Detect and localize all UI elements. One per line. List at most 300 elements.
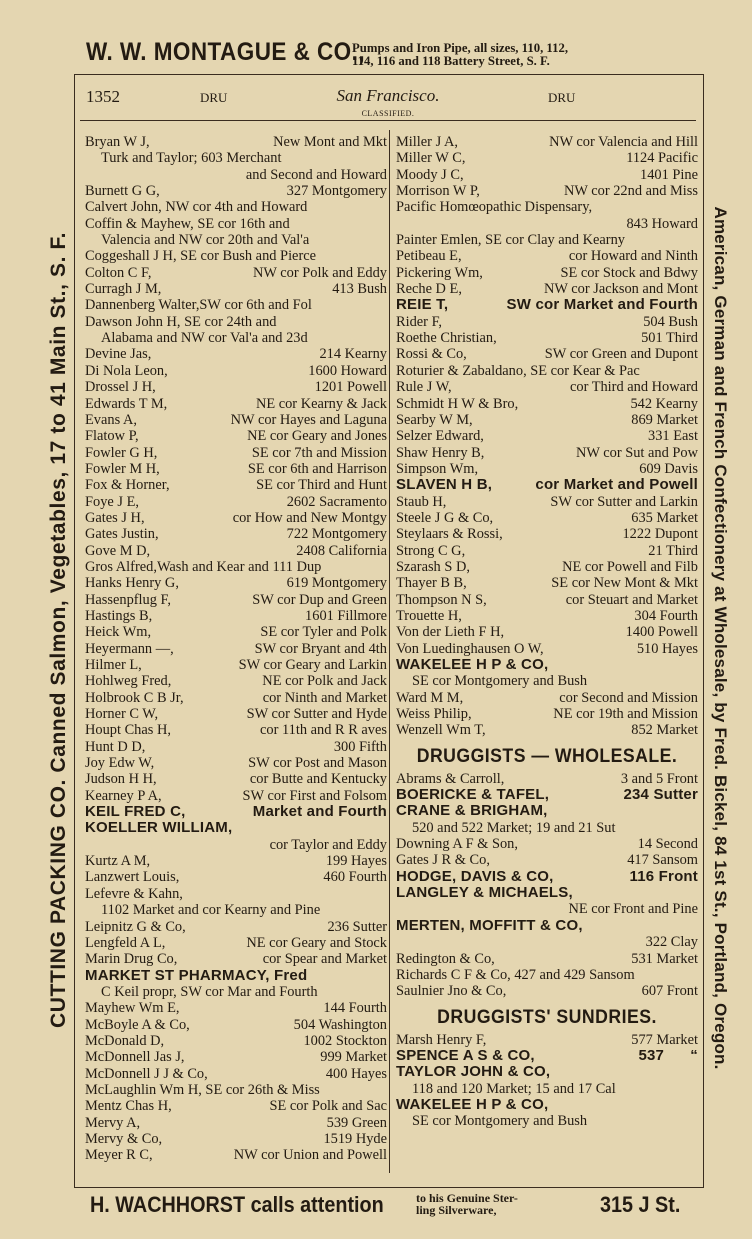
listing-entry xyxy=(396,412,698,428)
listing-address: 1601 Fillmore xyxy=(305,607,387,624)
listing-name: HODGE, DAVIS & CO, xyxy=(396,867,554,885)
listing-name: Drossel J H, xyxy=(85,379,156,396)
listing-address: cor Ninth and Market xyxy=(262,689,387,706)
listing-address: NW cor Jackson and Mont xyxy=(543,281,698,298)
listing-address: New Mont and Mkt xyxy=(273,134,387,150)
listing-name: Hilmer L, xyxy=(85,657,142,673)
listing-entry xyxy=(85,706,387,722)
bottom-ad-part-1: H. WACHHORST calls attention xyxy=(90,1192,384,1217)
listing-continuation xyxy=(396,673,698,689)
listing-entry xyxy=(396,477,698,493)
listing-entry xyxy=(85,886,387,902)
listing-address: 322 Clay xyxy=(645,934,698,951)
listing-name: McLaughlin Wm H, SE cor 26th & Miss xyxy=(85,1081,320,1098)
listing-address: NE cor Front and Pine xyxy=(568,901,698,918)
listing-entry xyxy=(85,199,387,215)
listing-address: SW cor First and Folsom xyxy=(242,787,387,804)
listing-address: 1201 Powell xyxy=(314,379,387,396)
listing-entry xyxy=(396,1064,698,1080)
listing-entry xyxy=(85,265,387,281)
right-column xyxy=(396,134,698,1130)
listing-address: 609 Davis xyxy=(639,460,698,477)
listing-address: 1401 Pine xyxy=(640,166,698,183)
listing-name: 118 and 120 Market; 15 and 17 Cal xyxy=(412,1080,616,1097)
header-code-left: DRU xyxy=(200,90,228,105)
listing-entry xyxy=(85,1082,387,1098)
listing-continuation xyxy=(85,150,387,166)
listing-name: Alabama and NW cor Val'a and 23d xyxy=(101,330,308,347)
listing-name: Foye J E, xyxy=(85,493,139,510)
page-header xyxy=(74,82,702,122)
listing-name: Lanzwert Louis, xyxy=(85,869,180,886)
listing-continuation xyxy=(396,1113,698,1129)
listing-address: 1002 Stockton xyxy=(303,1032,387,1049)
listing-entry xyxy=(396,167,698,183)
listing-entry xyxy=(396,657,698,673)
listing-name: Lengfeld A L, xyxy=(85,934,166,951)
top-ad-line-1: Pumps and Iron Pipe, all sizes, 110, 112, xyxy=(352,40,569,55)
listing-entry xyxy=(85,853,387,869)
listing-entry xyxy=(396,330,698,346)
listing-name: Kurtz A M, xyxy=(85,853,151,870)
listing-entry xyxy=(85,690,387,706)
listing-address: 116 Front xyxy=(629,867,698,885)
listing-name: 520 and 522 Market; 19 and 21 Sut xyxy=(412,819,616,836)
listing-entry xyxy=(85,1033,387,1049)
listing-name: Rider F, xyxy=(396,313,443,330)
listing-address: 1400 Powell xyxy=(625,624,698,641)
listing-name: Strong C G, xyxy=(396,542,466,559)
listing-entry xyxy=(396,1032,698,1048)
listing-name: Leipnitz G & Co, xyxy=(85,918,186,935)
listing-name: Di Nola Leon, xyxy=(85,362,168,379)
listing-name: WAKELEE H P & CO, xyxy=(396,1095,549,1113)
listing-address: cor Third and Howard xyxy=(569,379,698,396)
listing-name: SE cor Montgomery and Bush xyxy=(412,673,588,690)
listing-address: 400 Hayes xyxy=(325,1065,387,1082)
listing-name: Staub H, xyxy=(396,493,447,510)
listing-continuation xyxy=(85,167,387,183)
listing-name: Pacific Homœopathic Dispensary, xyxy=(396,199,593,216)
listing-name: Flatow P, xyxy=(85,428,139,445)
listing-name: Judson H H, xyxy=(85,771,157,788)
listing-name: Roturier & Zabaldano, SE cor Kear & Pac xyxy=(396,362,640,379)
listing-address: NE cor Geary and Stock xyxy=(246,934,387,951)
listing-address: 199 Hayes xyxy=(325,853,387,870)
listing-address: 577 Market xyxy=(631,1031,698,1048)
listing-name: Kearney P A, xyxy=(85,787,162,804)
listing-name: Fox & Horner, xyxy=(85,477,170,494)
listing-name: Gates Justin, xyxy=(85,526,159,543)
listing-continuation xyxy=(396,1081,698,1097)
listing-name: Mervy A, xyxy=(85,1114,141,1131)
listing-entry xyxy=(85,363,387,379)
listing-continuation xyxy=(396,216,698,232)
listing-address: 1124 Pacific xyxy=(626,150,698,167)
header-code-right: DRU xyxy=(548,90,576,105)
listing-entry xyxy=(396,281,698,297)
listing-name: Reche D E, xyxy=(396,281,462,298)
listing-name: Gros Alfred,Wash and Kear and 111 Dup xyxy=(85,558,322,575)
listing-address: NE cor Kearny & Jack xyxy=(255,395,387,412)
listing-address: NE cor Polk and Jack xyxy=(262,673,387,690)
listing-name: SLAVEN H B, xyxy=(396,476,493,494)
listing-name: Dawson John H, SE cor 24th and xyxy=(85,313,277,330)
listing-entry xyxy=(85,1131,387,1147)
listing-entry xyxy=(396,150,698,166)
listing-entry xyxy=(85,477,387,493)
left-column xyxy=(85,134,387,1164)
right-margin-advertisement: American, German and French Confectionery at Wholesale, by Fred. Bickel, 84 1st St., Portland, Oregon. xyxy=(711,206,730,1070)
top-ad-company-name: W. W. MONTAGUE & CO., xyxy=(86,38,366,66)
listing-name: Searby W M, xyxy=(396,411,473,428)
listing-entry xyxy=(396,852,698,868)
listing-address: 234 Sutter xyxy=(623,786,698,804)
listing-entry xyxy=(85,739,387,755)
listing-name: Redington & Co, xyxy=(396,950,495,967)
listing-entry xyxy=(396,543,698,559)
listing-address: 510 Hayes xyxy=(636,640,698,657)
listing-name: Marin Drug Co, xyxy=(85,951,178,968)
listing-entry xyxy=(85,641,387,657)
listing-address: 619 Montgomery xyxy=(286,575,387,592)
listing-entry xyxy=(396,608,698,624)
section-heading: DRUGGISTS — WHOLESALE. xyxy=(416,745,678,767)
listing-name: Horner C W, xyxy=(85,706,159,723)
listing-address: NE cor 19th and Mission xyxy=(553,706,698,723)
bottom-advertisement xyxy=(74,1188,702,1228)
listing-name: Fowler G H, xyxy=(85,444,158,461)
listing-address: 417 Sansom xyxy=(627,852,698,869)
listing-name: Joy Edw W, xyxy=(85,755,155,772)
listing-continuation xyxy=(85,984,387,1000)
listing-entry xyxy=(396,314,698,330)
listing-address: 413 Bush xyxy=(332,281,387,298)
listing-name: Dannenberg Walter,SW cor 6th and Fol xyxy=(85,297,312,314)
listing-address: NW cor Polk and Eddy xyxy=(252,264,387,281)
listing-name: Steylaars & Rossi, xyxy=(396,526,503,543)
listing-entry xyxy=(396,624,698,640)
listing-entry xyxy=(85,216,387,232)
listing-entry xyxy=(85,755,387,771)
listing-address: SE cor Third and Hunt xyxy=(256,477,387,494)
listing-name: Mayhew Wm E, xyxy=(85,1000,180,1017)
listing-entry xyxy=(85,134,387,150)
listing-name: Bryan W J, xyxy=(85,134,150,150)
listing-name: Calvert John, NW cor 4th and Howard xyxy=(85,199,308,216)
listing-entry xyxy=(396,1097,698,1113)
listing-name: Gates J R & Co, xyxy=(396,852,490,869)
listing-entry xyxy=(85,771,387,787)
listing-name: Devine Jas, xyxy=(85,346,152,363)
listing-entry xyxy=(396,787,698,803)
listing-entry xyxy=(396,869,698,885)
listing-address: SW cor Sutter and Hyde xyxy=(246,706,387,723)
listing-name: McDonald D, xyxy=(85,1032,165,1049)
listing-entry xyxy=(85,314,387,330)
listing-address: 2602 Sacramento xyxy=(286,493,387,510)
listing-address: NE cor Powell and Filb xyxy=(562,558,698,575)
listing-name: Marsh Henry F, xyxy=(396,1031,487,1048)
listing-name: Saulnier Jno & Co, xyxy=(396,983,507,1000)
listing-entry xyxy=(85,968,387,984)
listing-entry xyxy=(396,363,698,379)
listing-address: 843 Howard xyxy=(626,215,698,232)
listing-address: 537 “ xyxy=(638,1046,698,1064)
listing-name: Coggeshall J H, SE cor Bush and Pierce xyxy=(85,248,317,265)
listing-name: Miller W C, xyxy=(396,150,466,167)
listing-entry xyxy=(396,183,698,199)
listing-entry xyxy=(85,281,387,297)
listing-entry xyxy=(396,690,698,706)
listing-address: Market and Fourth xyxy=(252,803,387,821)
listing-continuation xyxy=(85,330,387,346)
listing-name: WAKELEE H P & CO, xyxy=(396,656,549,673)
listing-name: Meyer R C, xyxy=(85,1147,153,1164)
listing-name: Thompson N S, xyxy=(396,591,487,608)
listing-name: Houpt Chas H, xyxy=(85,722,171,739)
listing-name: Downing A F & Son, xyxy=(396,836,518,853)
listing-entry xyxy=(396,379,698,395)
listing-address: SE cor Stock and Bdwy xyxy=(560,264,698,281)
listing-name: Heick Wm, xyxy=(85,624,152,641)
listing-entry xyxy=(396,134,698,150)
listing-entry xyxy=(85,543,387,559)
listing-address: 2408 California xyxy=(296,542,387,559)
listing-address: 214 Kearny xyxy=(319,346,387,363)
listing-name: Simpson Wm, xyxy=(396,460,479,477)
listing-address: NW cor Union and Powell xyxy=(233,1147,387,1164)
listing-address: 542 Kearny xyxy=(630,395,698,412)
listing-entry xyxy=(396,803,698,819)
listing-name: Pickering Wm, xyxy=(396,264,483,281)
column-divider xyxy=(389,130,390,1173)
listing-entry xyxy=(85,1098,387,1114)
listing-entry xyxy=(85,559,387,575)
listing-entry xyxy=(85,1049,387,1065)
listing-address: SW cor Dup and Green xyxy=(252,591,387,608)
listing-entry xyxy=(396,967,698,983)
listing-address: SW cor Market and Fourth xyxy=(506,296,698,314)
listing-name: Burnett G G, xyxy=(85,183,160,200)
listing-entry xyxy=(396,559,698,575)
listing-continuation xyxy=(85,232,387,248)
listing-entry xyxy=(85,461,387,477)
listing-name: Heyermann —, xyxy=(85,640,174,657)
listing-name: Curragh J M, xyxy=(85,281,162,298)
listing-name: Hanks Henry G, xyxy=(85,575,179,592)
listing-address: cor Second and Mission xyxy=(559,689,698,706)
listing-address: 722 Montgomery xyxy=(286,526,387,543)
listing-entry xyxy=(85,379,387,395)
listing-entry xyxy=(85,396,387,412)
listing-entry xyxy=(85,1000,387,1016)
listing-entry xyxy=(396,951,698,967)
listing-name: KEIL FRED C, xyxy=(85,803,186,821)
listing-entry xyxy=(396,836,698,852)
listing-name: Gove M D, xyxy=(85,542,151,559)
listing-address: SW cor Green and Dupont xyxy=(544,346,698,363)
listing-entry xyxy=(396,722,698,738)
listing-entry xyxy=(396,1048,698,1064)
listing-entry xyxy=(396,575,698,591)
listing-name: 1102 Market and cor Kearny and Pine xyxy=(101,902,321,919)
listing-entry xyxy=(85,722,387,738)
listing-name: Hohlweg Fred, xyxy=(85,673,172,690)
left-margin-advertisement: CUTTING PACKING CO. Canned Salmon, Vegetables, 17 to 41 Main St., S. F. xyxy=(47,232,70,1029)
header-city: San Francisco. xyxy=(336,86,440,105)
listing-address: 531 Market xyxy=(631,950,698,967)
listing-name: Colton C F, xyxy=(85,264,152,281)
listing-name: Hassenpflug F, xyxy=(85,591,171,608)
listing-address: cor 11th and R R aves xyxy=(260,722,387,739)
listing-entry xyxy=(396,494,698,510)
listing-continuation xyxy=(396,934,698,950)
listing-name: Rule J W, xyxy=(396,379,452,396)
listing-entry xyxy=(396,526,698,542)
listing-name: Szarash S D, xyxy=(396,558,470,575)
listing-address: cor Taylor and Eddy xyxy=(269,836,387,853)
listing-address: NW cor Sut and Pow xyxy=(575,444,698,461)
listing-entry xyxy=(396,428,698,444)
listing-address: SE cor 6th and Harrison xyxy=(247,460,387,477)
listing-name: Hastings B, xyxy=(85,607,153,624)
listing-entry xyxy=(85,575,387,591)
listing-address: 460 Fourth xyxy=(323,869,387,886)
bottom-ad-part-3: 315 J St. xyxy=(600,1192,681,1217)
listing-entry xyxy=(85,788,387,804)
listing-address: 635 Market xyxy=(631,509,698,526)
listing-address: cor Steuart and Market xyxy=(565,591,698,608)
listing-address: 504 Bush xyxy=(643,313,698,330)
listing-address: NW cor Valencia and Hill xyxy=(549,134,698,150)
listing-entry xyxy=(396,346,698,362)
listing-name: Wenzell Wm T, xyxy=(396,722,486,739)
listing-entry xyxy=(396,445,698,461)
listing-address: 300 Fifth xyxy=(333,738,387,755)
listing-address: NE cor Geary and Jones xyxy=(247,428,387,445)
listing-entry xyxy=(85,1066,387,1082)
listing-address: 236 Sutter xyxy=(327,918,387,935)
listing-entry xyxy=(85,820,387,836)
listing-name: Von Luedinghausen O W, xyxy=(396,640,544,657)
listing-name: CRANE & BRIGHAM, xyxy=(396,802,548,820)
listing-entry xyxy=(85,346,387,362)
listing-entry xyxy=(85,248,387,264)
listing-name: REIE T, xyxy=(396,296,449,314)
listing-name: Edwards T M, xyxy=(85,395,168,412)
listing-entry xyxy=(85,510,387,526)
listing-entry xyxy=(85,657,387,673)
listing-name: Thayer B B, xyxy=(396,575,467,592)
listing-name: Miller J A, xyxy=(396,134,458,150)
listing-entry xyxy=(396,771,698,787)
listing-name: McDonnell J J & Co, xyxy=(85,1065,208,1082)
listing-address: cor Spear and Market xyxy=(262,951,387,968)
listing-name: BOERICKE & TAFEL, xyxy=(396,786,550,804)
listing-name: Turk and Taylor; 603 Merchant xyxy=(101,150,282,167)
listing-address: cor Butte and Kentucky xyxy=(249,771,387,788)
listing-name: Lefevre & Kahn, xyxy=(85,885,183,902)
listing-entry xyxy=(85,1115,387,1131)
listing-name: MERTEN, MOFFITT & CO, xyxy=(396,916,583,934)
listing-name: MARKET ST PHARMACY, Fred xyxy=(85,966,308,984)
listing-name: Selzer Edward, xyxy=(396,428,484,445)
listing-name: Morrison W P, xyxy=(396,183,480,200)
listing-address: SE cor 7th and Mission xyxy=(251,444,387,461)
top-ad-line-2: 114, 116 and 118 Battery Street, S. F. xyxy=(352,53,550,68)
listing-continuation xyxy=(396,820,698,836)
listing-name: Valencia and NW cor 20th and Val'a xyxy=(101,232,310,249)
listing-address: 3 and 5 Front xyxy=(620,770,698,787)
listing-address: 327 Montgomery xyxy=(286,183,387,200)
listing-entry xyxy=(396,461,698,477)
listing-entry xyxy=(85,804,387,820)
listing-entry xyxy=(396,510,698,526)
listing-entry xyxy=(396,983,698,999)
listing-entry xyxy=(85,624,387,640)
listing-entry xyxy=(85,494,387,510)
listing-entry xyxy=(85,869,387,885)
listing-name: SE cor Montgomery and Bush xyxy=(412,1113,588,1130)
listing-name: Mentz Chas H, xyxy=(85,1098,172,1115)
listing-entry xyxy=(396,592,698,608)
listing-address: 21 Third xyxy=(648,542,698,559)
listing-name: Shaw Henry B, xyxy=(396,444,485,461)
listing-entry xyxy=(396,641,698,657)
listing-name: Schmidt H W & Bro, xyxy=(396,395,519,412)
listing-name: Trouette H, xyxy=(396,607,462,624)
listing-name: C Keil propr, SW cor Mar and Fourth xyxy=(101,983,318,1000)
listing-entry xyxy=(85,428,387,444)
listing-address: NW cor 22nd and Miss xyxy=(563,183,698,200)
listing-entry xyxy=(85,526,387,542)
listing-name: McBoyle A & Co, xyxy=(85,1016,190,1033)
listing-address: SE cor New Mont & Mkt xyxy=(551,575,698,592)
listing-continuation xyxy=(396,901,698,917)
page-number: 1352 xyxy=(86,87,120,106)
listing-name: KOELLER WILLIAM, xyxy=(85,819,233,837)
listing-continuation xyxy=(85,837,387,853)
listing-entry xyxy=(85,608,387,624)
section-heading: DRUGGISTS' SUNDRIES. xyxy=(437,1006,657,1028)
listing-name: Petibeau E, xyxy=(396,248,462,265)
listing-entry xyxy=(396,396,698,412)
listing-name: Ward M M, xyxy=(396,689,464,706)
listing-address: 869 Market xyxy=(631,411,698,428)
listing-name: Weiss Philip, xyxy=(396,706,472,723)
listing-address: 144 Fourth xyxy=(323,1000,387,1017)
listing-address: cor Market and Powell xyxy=(535,476,698,494)
listing-address: SW cor Post and Mason xyxy=(248,755,387,772)
listing-name: Rossi & Co, xyxy=(396,346,467,363)
listing-entry xyxy=(85,183,387,199)
listing-name: Fowler M H, xyxy=(85,460,160,477)
listing-entry xyxy=(85,919,387,935)
listing-name: Steele J G & Co, xyxy=(396,509,494,526)
listing-address: SE cor Polk and Sac xyxy=(269,1098,387,1115)
listing-address: NW cor Hayes and Laguna xyxy=(230,411,387,428)
listing-name: Mervy & Co, xyxy=(85,1130,163,1147)
listing-name: SPENCE A S & CO, xyxy=(396,1046,535,1064)
listing-entry xyxy=(396,265,698,281)
bottom-ad-part-2b: ling Silverware, xyxy=(416,1203,497,1217)
listing-continuation xyxy=(85,902,387,918)
listing-entry xyxy=(85,1017,387,1033)
listing-address: and Second and Howard xyxy=(245,166,387,183)
listing-entry xyxy=(396,706,698,722)
listing-entry xyxy=(85,951,387,967)
